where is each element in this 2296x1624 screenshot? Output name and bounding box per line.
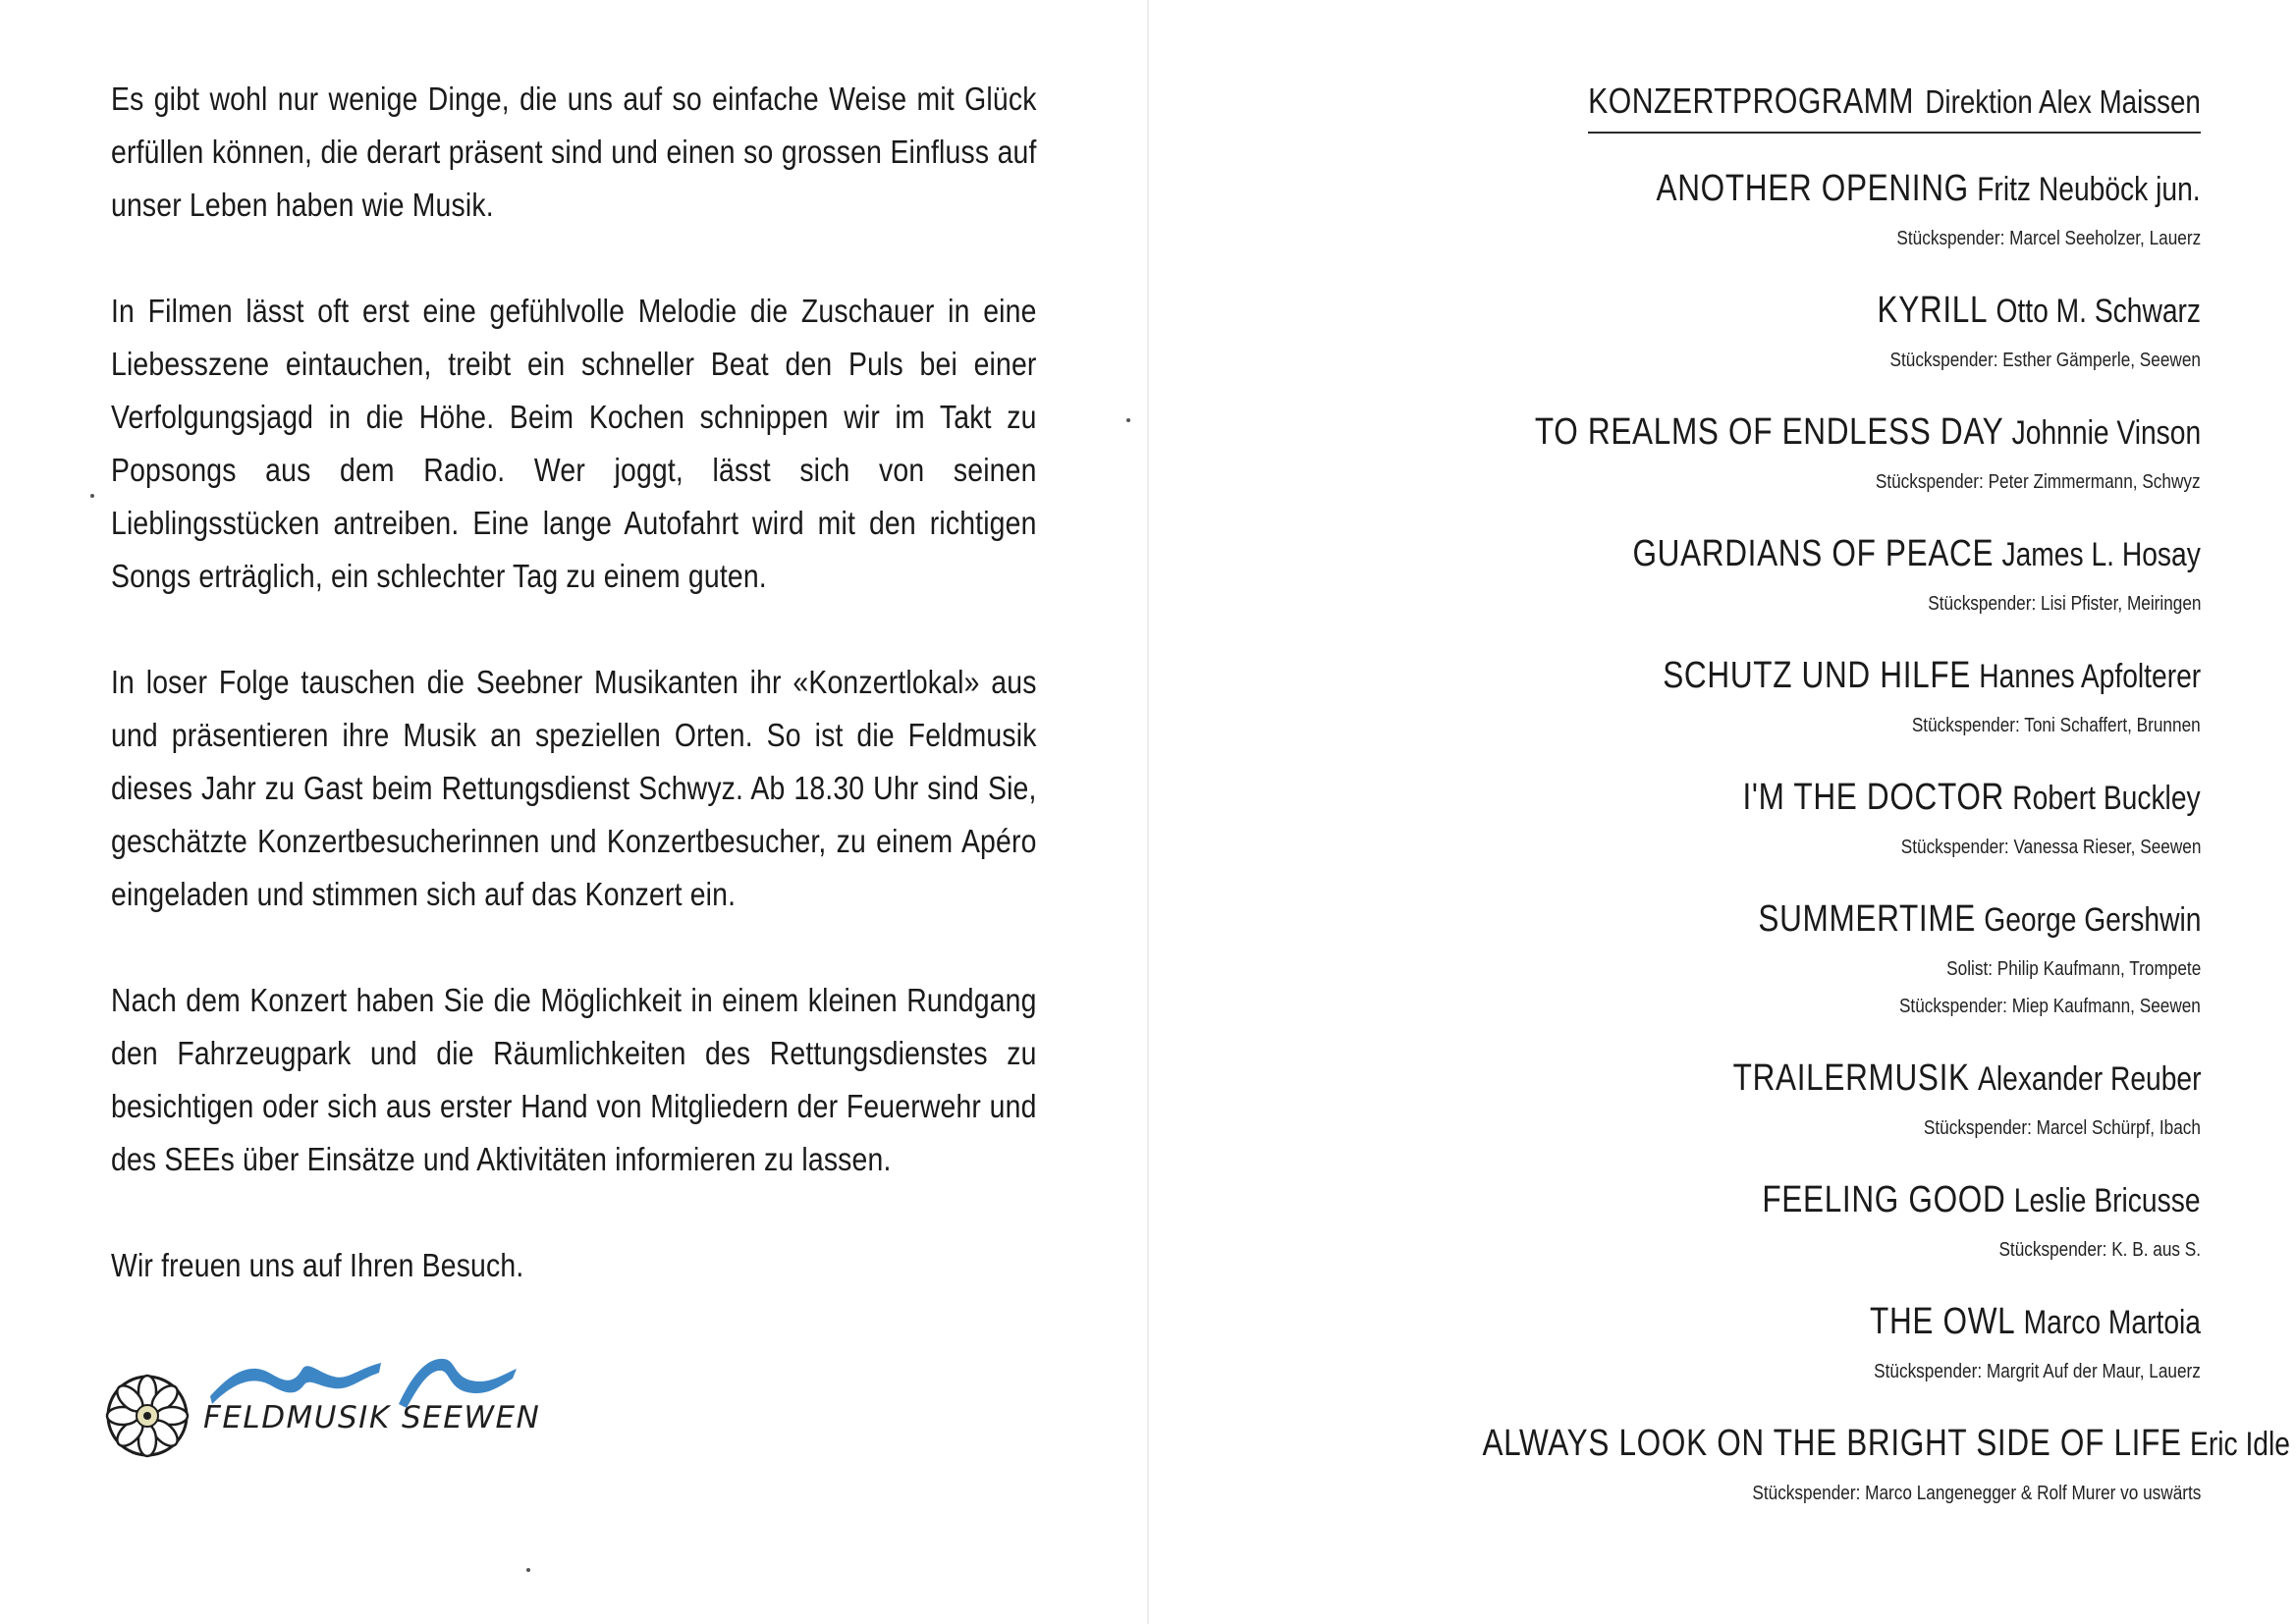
piece-heading — [1877, 287, 2201, 342]
piece-title: I'M THE DOCTOR — [1742, 777, 2005, 818]
program-item — [1317, 1298, 2201, 1390]
piece-note: Stückspender: Lisi Pfister, Meiringen — [1927, 593, 2201, 615]
piece-line — [1317, 408, 2201, 463]
piece-note: Stückspender: Marcel Schürpf, Ibach — [1923, 1117, 2201, 1139]
program-item — [1317, 1420, 2290, 1512]
piece-composer: Eric Idle — [2190, 1426, 2290, 1463]
piece-line — [1317, 1055, 2201, 1110]
piece-composer: Leslie Bricusse — [2014, 1182, 2201, 1219]
piece-heading — [1535, 408, 2201, 463]
piece-note-line — [1317, 831, 2201, 866]
scan-speck — [526, 1568, 530, 1572]
piece-heading — [1870, 1298, 2201, 1353]
piece-heading — [1732, 1055, 2201, 1110]
piece-title: SCHUTZ UND HILFE — [1663, 655, 1971, 696]
program-item — [1317, 895, 2201, 1025]
program-header — [1588, 81, 2201, 134]
piece-note: Stückspender: K. B. aus S. — [1998, 1239, 2201, 1261]
piece-line — [1317, 774, 2201, 829]
letter-paragraph: Nach dem Konzert haben Sie die Möglichkeit in einem kleinen Rundgang den Fahrzeugpark und die Räumlichkeiten des Rettungsdienstes zu besichtigen oder sich aus erster Hand von Mitgliedern der Feuerwehr und des SEEs über Einsätze und Aktivitäten informieren zu lassen. — [111, 982, 1037, 1177]
piece-note: Stückspender: Marco Langenegger & Rolf Murer vo uswärts — [1752, 1483, 2201, 1504]
piece-composer: Robert Buckley — [2012, 780, 2201, 817]
piece-title: THE OWL — [1870, 1301, 2016, 1342]
letter-paragraph: Es gibt wohl nur wenige Dinge, die uns auf so einfache Weise mit Glück erfüllen können, die derart präsent sind und einen so grossen Einfluss auf unser Leben haben wie Musik. — [111, 81, 1037, 223]
piece-title: ANOTHER OPENING — [1656, 168, 1970, 209]
welcome-letter — [111, 73, 1037, 1292]
piece-heading — [1657, 165, 2201, 220]
program-item — [1317, 530, 2201, 623]
piece-note-line — [1317, 1355, 2201, 1390]
piece-heading — [1763, 1176, 2201, 1231]
piece-composer: James L. Hosay — [2001, 536, 2201, 573]
letter-paragraph: In Filmen lässt oft erst eine gefühlvolle Melodie die Zuschauer in eine Liebesszene eintauchen, treibt ein schneller Beat den Puls bei einer Verfolgungsjagd in die Höhe. Beim Kochen schnippen wir im Takt zu Popsongs aus dem Radio. Wer joggt, lässt sich von seinen Lieblingsstücken antreiben. Eine lange Autofahrt wird mit den richtigen Songs erträglich, ein schlechter Tag zu einem guten. — [111, 293, 1037, 594]
piece-title: FEELING GOOD — [1762, 1179, 2006, 1220]
piece-note-line — [1317, 952, 2201, 988]
concert-program — [1317, 81, 2290, 1512]
program-list — [1317, 165, 2290, 1512]
program-item — [1317, 408, 2201, 501]
piece-heading — [1663, 652, 2201, 707]
piece-line — [1317, 1176, 2201, 1231]
logo-wave-left — [210, 1363, 381, 1404]
piece-title: TRAILERMUSIK — [1732, 1057, 1970, 1099]
piece-note-line — [1317, 1477, 2201, 1512]
program-item — [1317, 1055, 2201, 1147]
piece-heading — [1743, 774, 2201, 829]
piece-note-line — [1317, 465, 2201, 501]
piece-note: Stückspender: Margrit Auf der Maur, Lauerz — [1874, 1361, 2201, 1382]
scan-speck — [90, 494, 94, 498]
piece-heading — [1758, 895, 2201, 950]
piece-note: Stückspender: Peter Zimmermann, Schwyz — [1876, 471, 2201, 493]
page-fold — [1147, 0, 1149, 1624]
piece-heading — [1482, 1420, 2289, 1475]
piece-note: Stückspender: Vanessa Rieser, Seewen — [1900, 837, 2201, 858]
program-item — [1317, 287, 2201, 379]
piece-composer: Fritz Neuböck jun. — [1977, 171, 2201, 208]
piece-line — [1317, 652, 2201, 707]
piece-note: Stückspender: Esther Gämperle, Seewen — [1889, 350, 2201, 371]
piece-note-line — [1317, 344, 2201, 379]
piece-composer: Johnnie Vinson — [2011, 414, 2201, 452]
program-item — [1317, 1176, 2201, 1269]
piece-line — [1317, 1298, 2201, 1353]
piece-line — [1317, 895, 2201, 950]
program-title: KONZERTPROGRAMM — [1588, 81, 1915, 121]
piece-title: GUARDIANS OF PEACE — [1632, 533, 1995, 574]
piece-note: Solist: Philip Kaufmann, Trompete — [1945, 958, 2201, 980]
piece-note-line — [1317, 709, 2201, 744]
piece-note: Stückspender: Miep Kaufmann, Seewen — [1899, 996, 2201, 1017]
program-direction: Direktion Alex Maissen — [1925, 83, 2201, 120]
piece-title: ALWAYS LOOK ON THE BRIGHT SIDE OF LIFE — [1482, 1423, 2182, 1464]
piece-line — [1317, 165, 2201, 220]
piece-note-line — [1317, 222, 2201, 257]
feldmusik-logo — [100, 1347, 541, 1475]
letter-closing: Wir freuen uns auf Ihren Besuch. — [111, 1247, 524, 1283]
piece-line — [1317, 530, 2201, 585]
logo-text: FELDMUSIK SEEWEN — [203, 1400, 541, 1435]
piece-composer: Hannes Apfolterer — [1979, 658, 2201, 695]
piece-line — [1317, 1420, 2290, 1475]
program-item — [1317, 774, 2201, 866]
piece-composer: Alexander Reuber — [1977, 1060, 2201, 1098]
piece-title: KYRILL — [1877, 290, 1989, 331]
letter-paragraph: In loser Folge tauschen die Seebner Musikanten ihr «Konzertlokal» aus und präsentieren ihre Musik an speziellen Orten. So ist die Feldmusik dieses Jahr zu Gast beim Rettungsdienst Schwyz. Ab 18.30 Uhr sind Sie, geschätzte Konzertbesucherinnen und Konzertbesucher, zu einem Apéro eingeladen und stimmen sich auf das Konzert ein. — [111, 664, 1037, 912]
piece-note-line — [1317, 1233, 2201, 1269]
piece-composer: Marco Martoia — [2023, 1304, 2201, 1341]
scan-speck — [1126, 418, 1130, 422]
piece-note-line — [1317, 1111, 2201, 1147]
piece-note-line — [1317, 990, 2201, 1025]
piece-heading — [1633, 530, 2201, 585]
piece-note: Stückspender: Marcel Seeholzer, Lauerz — [1896, 228, 2201, 249]
piece-note: Stückspender: Toni Schaffert, Brunnen — [1912, 715, 2201, 736]
program-item — [1317, 165, 2201, 257]
piece-title: TO REALMS OF ENDLESS DAY — [1534, 411, 2004, 453]
piece-composer: Otto M. Schwarz — [1995, 293, 2201, 330]
piece-line — [1317, 287, 2201, 342]
edelweiss-icon — [107, 1376, 188, 1456]
piece-title: SUMMERTIME — [1757, 898, 1976, 940]
program-item — [1317, 652, 2201, 744]
piece-composer: George Gershwin — [1983, 901, 2201, 939]
piece-note-line — [1317, 587, 2201, 623]
